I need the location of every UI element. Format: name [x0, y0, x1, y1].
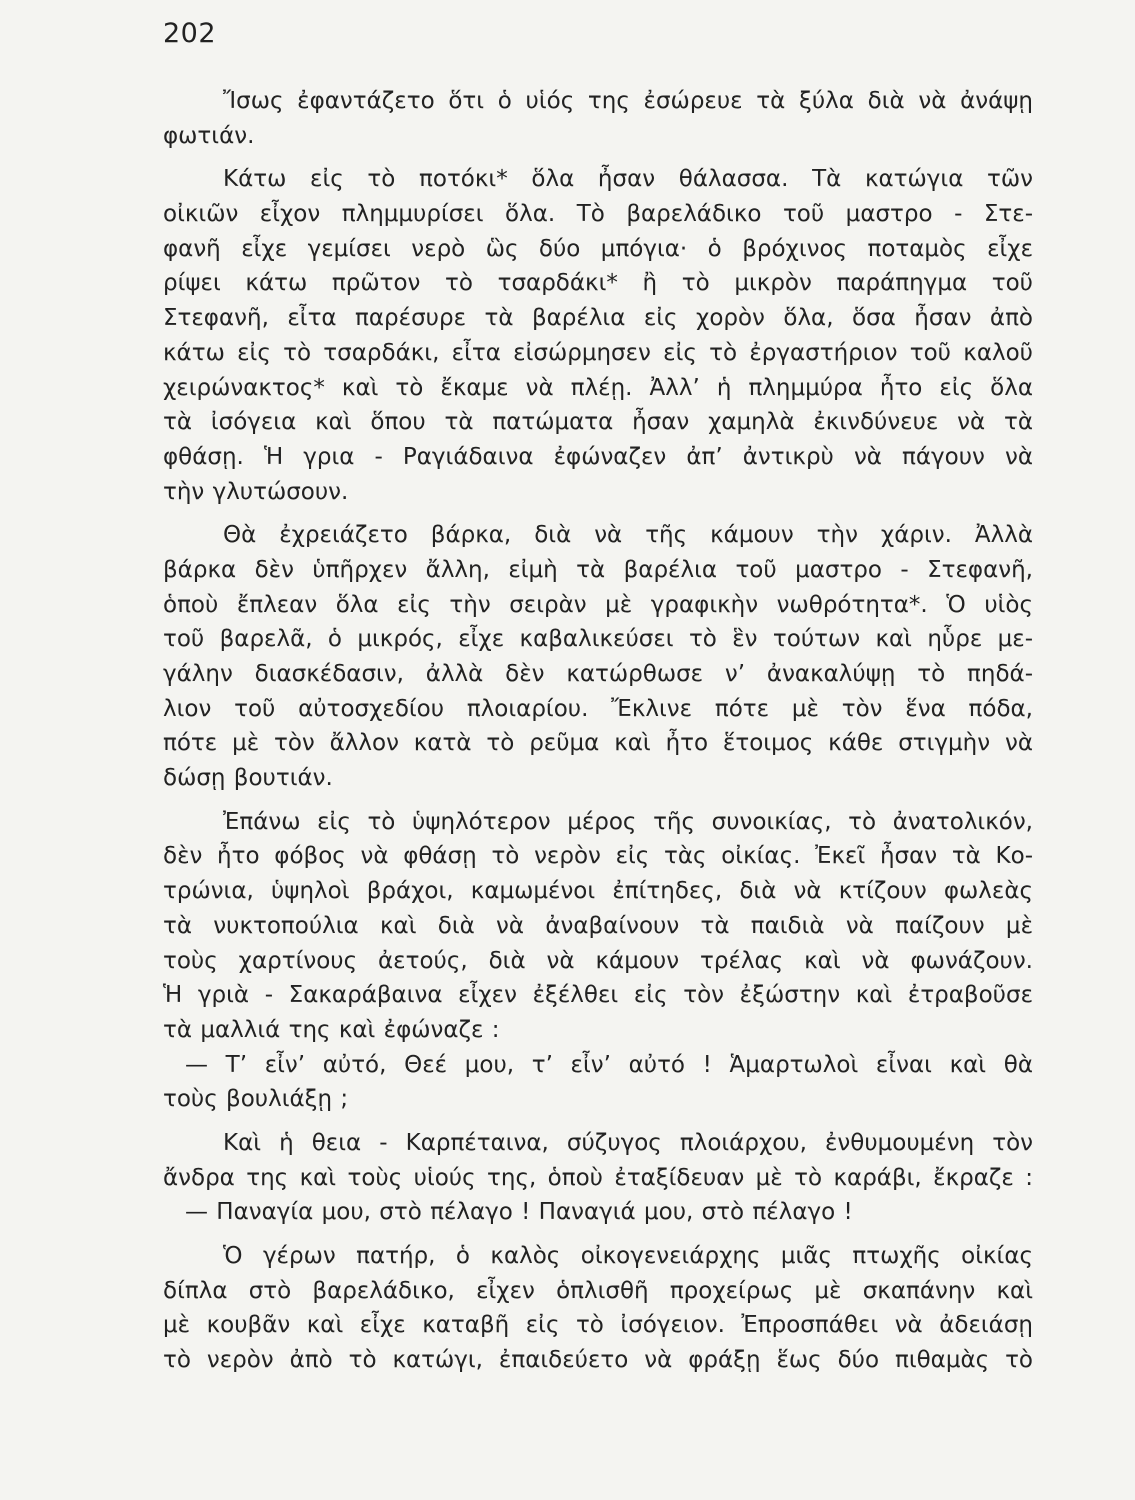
- text-line: ὁποὺ ἔπλεαν ὅλα εἰς τὴν σειρὰν μὲ γραφικὴν νωθρότητα*. Ὁ υἱὸς: [163, 591, 1033, 618]
- text-line: ἄνδρα της καὶ τοὺς υἱούς της, ὁποὺ ἐταξίδευαν μὲ τὸ καράβι, ἔκραζε :: [163, 1164, 1033, 1191]
- text-line: ρίψει κάτω πρῶτον τὸ τσαρδάκι* ἢ τὸ μικρὸν παράπηγμα τοῦ: [163, 270, 1033, 297]
- body-text: [163, 84, 1033, 1378]
- text-line: δώσῃ βουτιάν.: [163, 765, 333, 792]
- text-line: τοὺς βουλιάξῃ ;: [163, 1086, 349, 1113]
- text-line: Ἴσως ἐφαντάζετο ὅτι ὁ υἱός της ἐσώρευε τὰ ξύλα διὰ νὰ ἀνάψῃ: [223, 88, 1033, 114]
- text-line: — Παναγία μου, στὸ πέλαγο ! Παναγιά μου, στὸ πέλαγο !: [185, 1199, 853, 1226]
- text-line: Ἐπάνω εἰς τὸ ὑψηλότερον μέρος τῆς συνοικίας, τὸ ἀνατολικόν,: [223, 808, 1033, 835]
- text-line: φανῆ εἶχε γεμίσει νερὸ ὣς δύο μπόγια· ὁ βρόχινος ποταμὸς εἶχε: [163, 235, 1033, 262]
- text-line: — Τ’ εἶν’ αὐτό, Θεέ μου, τ’ εἶν’ αὐτό ! Ἁμαρτωλοὶ εἶναι καὶ θὰ: [185, 1051, 1033, 1078]
- text-line: Κάτω εἰς τὸ ποτόκι* ὅλα ἦσαν θάλασσα. Τὰ κατώγια τῶν: [223, 166, 1033, 193]
- text-line: οἰκιῶν εἶχον πλημμυρίσει ὅλα. Τὸ βαρελάδικο τοῦ μαστρο - Στε-: [163, 201, 1033, 228]
- text-line: τὰ νυκτοπούλια καὶ διὰ νὰ ἀναβαίνουν τὰ παιδιὰ νὰ παίζουν μὲ: [163, 912, 1033, 939]
- text-line: γάλην διασκέδασιν, ἀλλὰ δὲν κατώρθωσε ν’ ἀνακαλύψῃ τὸ πηδά-: [163, 661, 1033, 687]
- text-line: τρώνια, ὑψηλοὶ βράχοι, καμωμένοι ἐπίτηδες, διὰ νὰ κτίζουν φωλεὰς: [163, 878, 1033, 905]
- text-line: δὲν ἦτο φόβος νὰ φθάσῃ τὸ νερὸν εἰς τὰς οἰκίας. Ἐκεῖ ἦσαν τὰ Κο-: [163, 843, 1033, 870]
- text-line: τὴν γλυτώσουν.: [163, 478, 349, 505]
- text-line: Καὶ ἡ θεια - Καρπέταινα, σύζυγος πλοιάρχου, ἐνθυμουμένη τὸν: [223, 1129, 1033, 1156]
- text-line: λιον τοῦ αὐτοσχεδίου πλοιαρίου. Ἔκλινε πότε μὲ τὸν ἕνα πόδα,: [163, 695, 1033, 722]
- text-line: φωτιάν.: [163, 122, 255, 149]
- page-number: 202: [163, 18, 217, 49]
- text-line: κάτω εἰς τὸ τσαρδάκι, εἶτα εἰσώρμησεν εἰς τὸ ἐργαστήριον τοῦ καλοῦ: [163, 339, 1033, 366]
- text-line: Θὰ ἐχρειάζετο βάρκα, διὰ νὰ τῆς κάμουν τὴν χάριν. Ἀλλὰ: [223, 522, 1033, 549]
- text-line: βάρκα δὲν ὑπῆρχεν ἄλλη, εἰμὴ τὰ βαρέλια τοῦ μαστρο - Στεφανῆ,: [163, 556, 1033, 583]
- text-line: δίπλα στὸ βαρελάδικο, εἶχεν ὁπλισθῆ προχείρως μὲ σκαπάνην καὶ: [163, 1277, 1033, 1304]
- text-line: τὰ μαλλιά της καὶ ἐφώναζε :: [163, 1016, 500, 1043]
- text-line: τὰ ἰσόγεια καὶ ὅπου τὰ πατώματα ἦσαν χαμηλὰ ἐκινδύνευε νὰ τὰ: [163, 409, 1033, 436]
- text-line: Στεφανῆ, εἶτα παρέσυρε τὰ βαρέλια εἰς χορὸν ὅλα, ὅσα ἦσαν ἀπὸ: [163, 305, 1033, 332]
- text-line: τὸ νερὸν ἀπὸ τὸ κατώγι, ἐπαιδεύετο νὰ φράξῃ ἕως δύο πιθαμὰς τὸ: [163, 1347, 1033, 1374]
- text-line: πότε μὲ τὸν ἄλλον κατὰ τὸ ρεῦμα καὶ ἦτο ἕτοιμος κάθε στιγμὴν νὰ: [163, 730, 1033, 757]
- text-line: τοῦ βαρελᾶ, ὁ μικρός, εἶχε καβαλικεύσει τὸ ἓν τούτων καὶ ηὗρε με-: [163, 626, 1033, 653]
- text-line: φθάσῃ. Ἡ γρια - Ραγιάδαινα ἐφώναζεν ἀπ’ ἀντικρὺ νὰ πάγουν νὰ: [163, 443, 1033, 470]
- text-line: τοὺς χαρτίνους ἀετούς, διὰ νὰ κάμουν τρέλας καὶ νὰ φωνάζουν.: [163, 947, 1033, 974]
- text-line: Ἡ γριὰ - Σακαράβαινα εἶχεν ἐξέλθει εἰς τὸν ἐξώστην καὶ ἐτραβοῦσε: [163, 982, 1033, 1009]
- text-line: Ὁ γέρων πατήρ, ὁ καλὸς οἰκογενειάρχης μιᾶς πτωχῆς οἰκίας: [223, 1243, 1033, 1269]
- text-line: χειρώνακτος* καὶ τὸ ἔκαμε νὰ πλέῃ. Ἀλλ’ ἡ πλημμύρα ἦτο εἰς ὅλα: [163, 374, 1033, 401]
- text-line: μὲ κουβᾶν καὶ εἶχε καταβῆ εἰς τὸ ἰσόγειον. Ἐπροσπάθει νὰ ἀδειάσῃ: [163, 1312, 1033, 1339]
